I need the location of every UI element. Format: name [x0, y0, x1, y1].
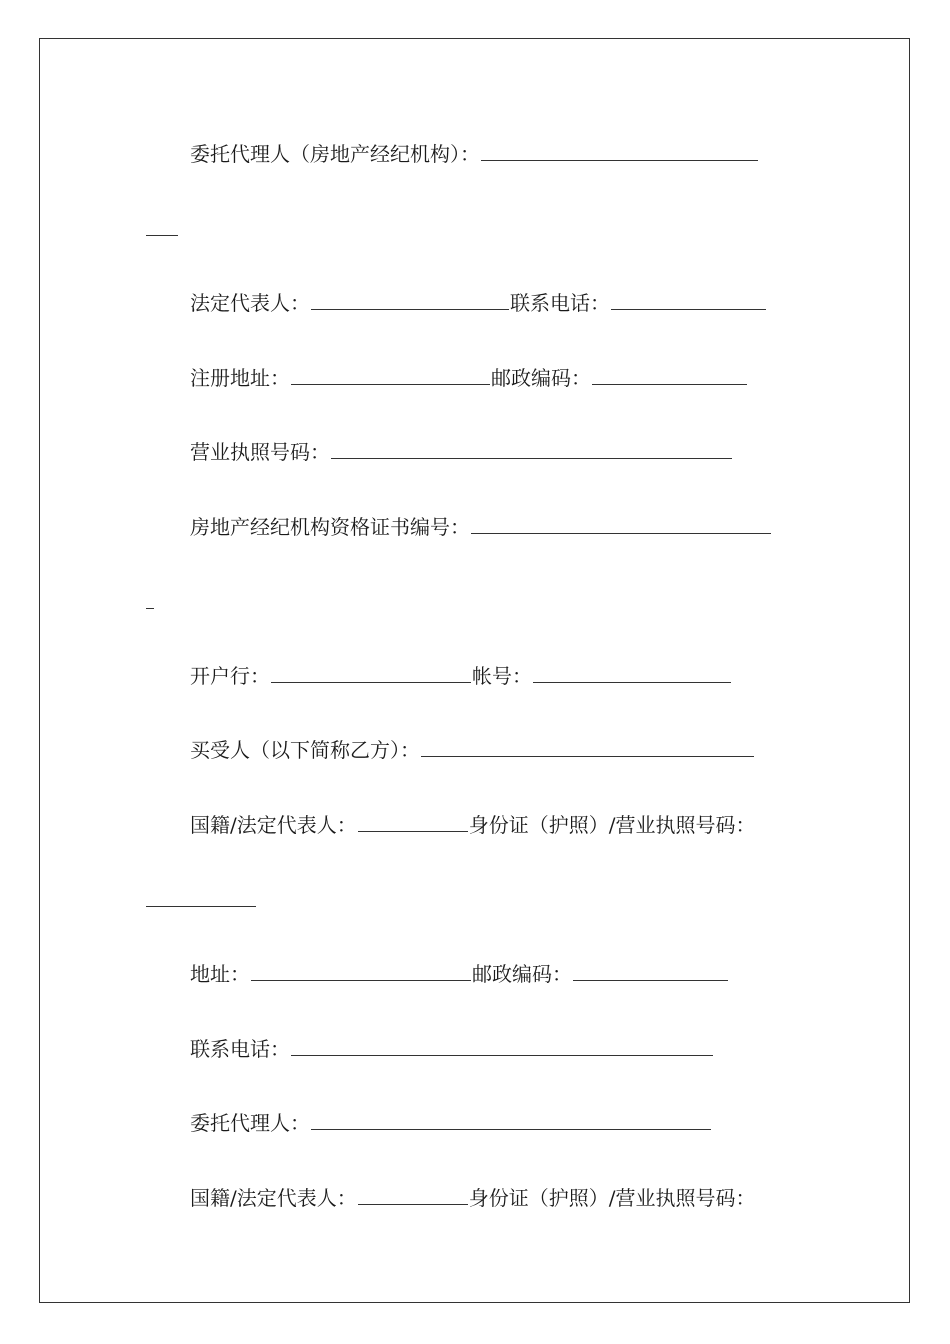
legal-rep-field[interactable]	[311, 287, 509, 310]
agent-a-label: 委托代理人（房地产经纪机构）：	[190, 142, 480, 166]
agent-a-field-tail[interactable]	[146, 213, 178, 236]
id-field-1[interactable]	[146, 884, 256, 907]
cert-no-field[interactable]	[471, 511, 771, 534]
id-field-1-row	[145, 884, 257, 914]
phone-field-1[interactable]	[611, 287, 766, 310]
account-label: 帐号：	[472, 664, 532, 688]
postcode-field-2[interactable]	[573, 958, 728, 981]
cert-no-field-tail[interactable]	[146, 586, 154, 609]
postcode-label-1: 邮政编码：	[491, 366, 591, 390]
phone-label-1: 联系电话：	[510, 291, 610, 315]
agent-a-row	[190, 138, 759, 168]
license-no-row	[190, 436, 733, 466]
reg-address-field[interactable]	[291, 362, 490, 385]
bank-label: 开户行：	[190, 664, 270, 688]
nationality-row-2	[190, 1182, 756, 1212]
reg-address-row	[190, 362, 748, 392]
legal-rep-label: 法定代表人：	[190, 291, 310, 315]
agent-a-field-continued	[145, 213, 179, 243]
address-row	[190, 958, 729, 988]
cert-no-label: 房地产经纪机构资格证书编号：	[190, 515, 470, 539]
nationality-field-1[interactable]	[358, 809, 468, 832]
cert-no-row	[190, 511, 772, 541]
phone-field-2[interactable]	[291, 1033, 713, 1056]
bank-field[interactable]	[271, 660, 471, 683]
legal-rep-row	[190, 287, 767, 317]
agent-b-label: 委托代理人：	[190, 1111, 310, 1135]
license-no-label: 营业执照号码：	[190, 440, 330, 464]
buyer-field[interactable]	[421, 734, 754, 757]
reg-address-label: 注册地址：	[190, 366, 290, 390]
account-field[interactable]	[533, 660, 731, 683]
address-field[interactable]	[251, 958, 471, 981]
id-label-2: 身份证（护照）/营业执照号码：	[468, 1186, 756, 1210]
agent-b-row	[190, 1107, 712, 1137]
agent-a-field[interactable]	[481, 138, 758, 161]
nationality-field-2[interactable]	[358, 1182, 468, 1205]
postcode-field-1[interactable]	[592, 362, 747, 385]
nationality-label-1: 国籍/法定代表人：	[190, 813, 357, 837]
phone-row-2	[190, 1033, 714, 1063]
license-no-field[interactable]	[331, 436, 732, 459]
nationality-row-1	[190, 809, 756, 839]
agent-b-field[interactable]	[311, 1107, 711, 1130]
cert-no-field-continued	[145, 586, 155, 616]
buyer-label: 买受人（以下简称乙方）：	[190, 738, 420, 762]
buyer-row	[190, 734, 755, 764]
nationality-label-2: 国籍/法定代表人：	[190, 1186, 357, 1210]
address-label: 地址：	[190, 962, 250, 986]
phone-label-2: 联系电话：	[190, 1037, 290, 1061]
postcode-label-2: 邮政编码：	[472, 962, 572, 986]
bank-row	[190, 660, 732, 690]
id-label-1: 身份证（护照）/营业执照号码：	[468, 813, 756, 837]
